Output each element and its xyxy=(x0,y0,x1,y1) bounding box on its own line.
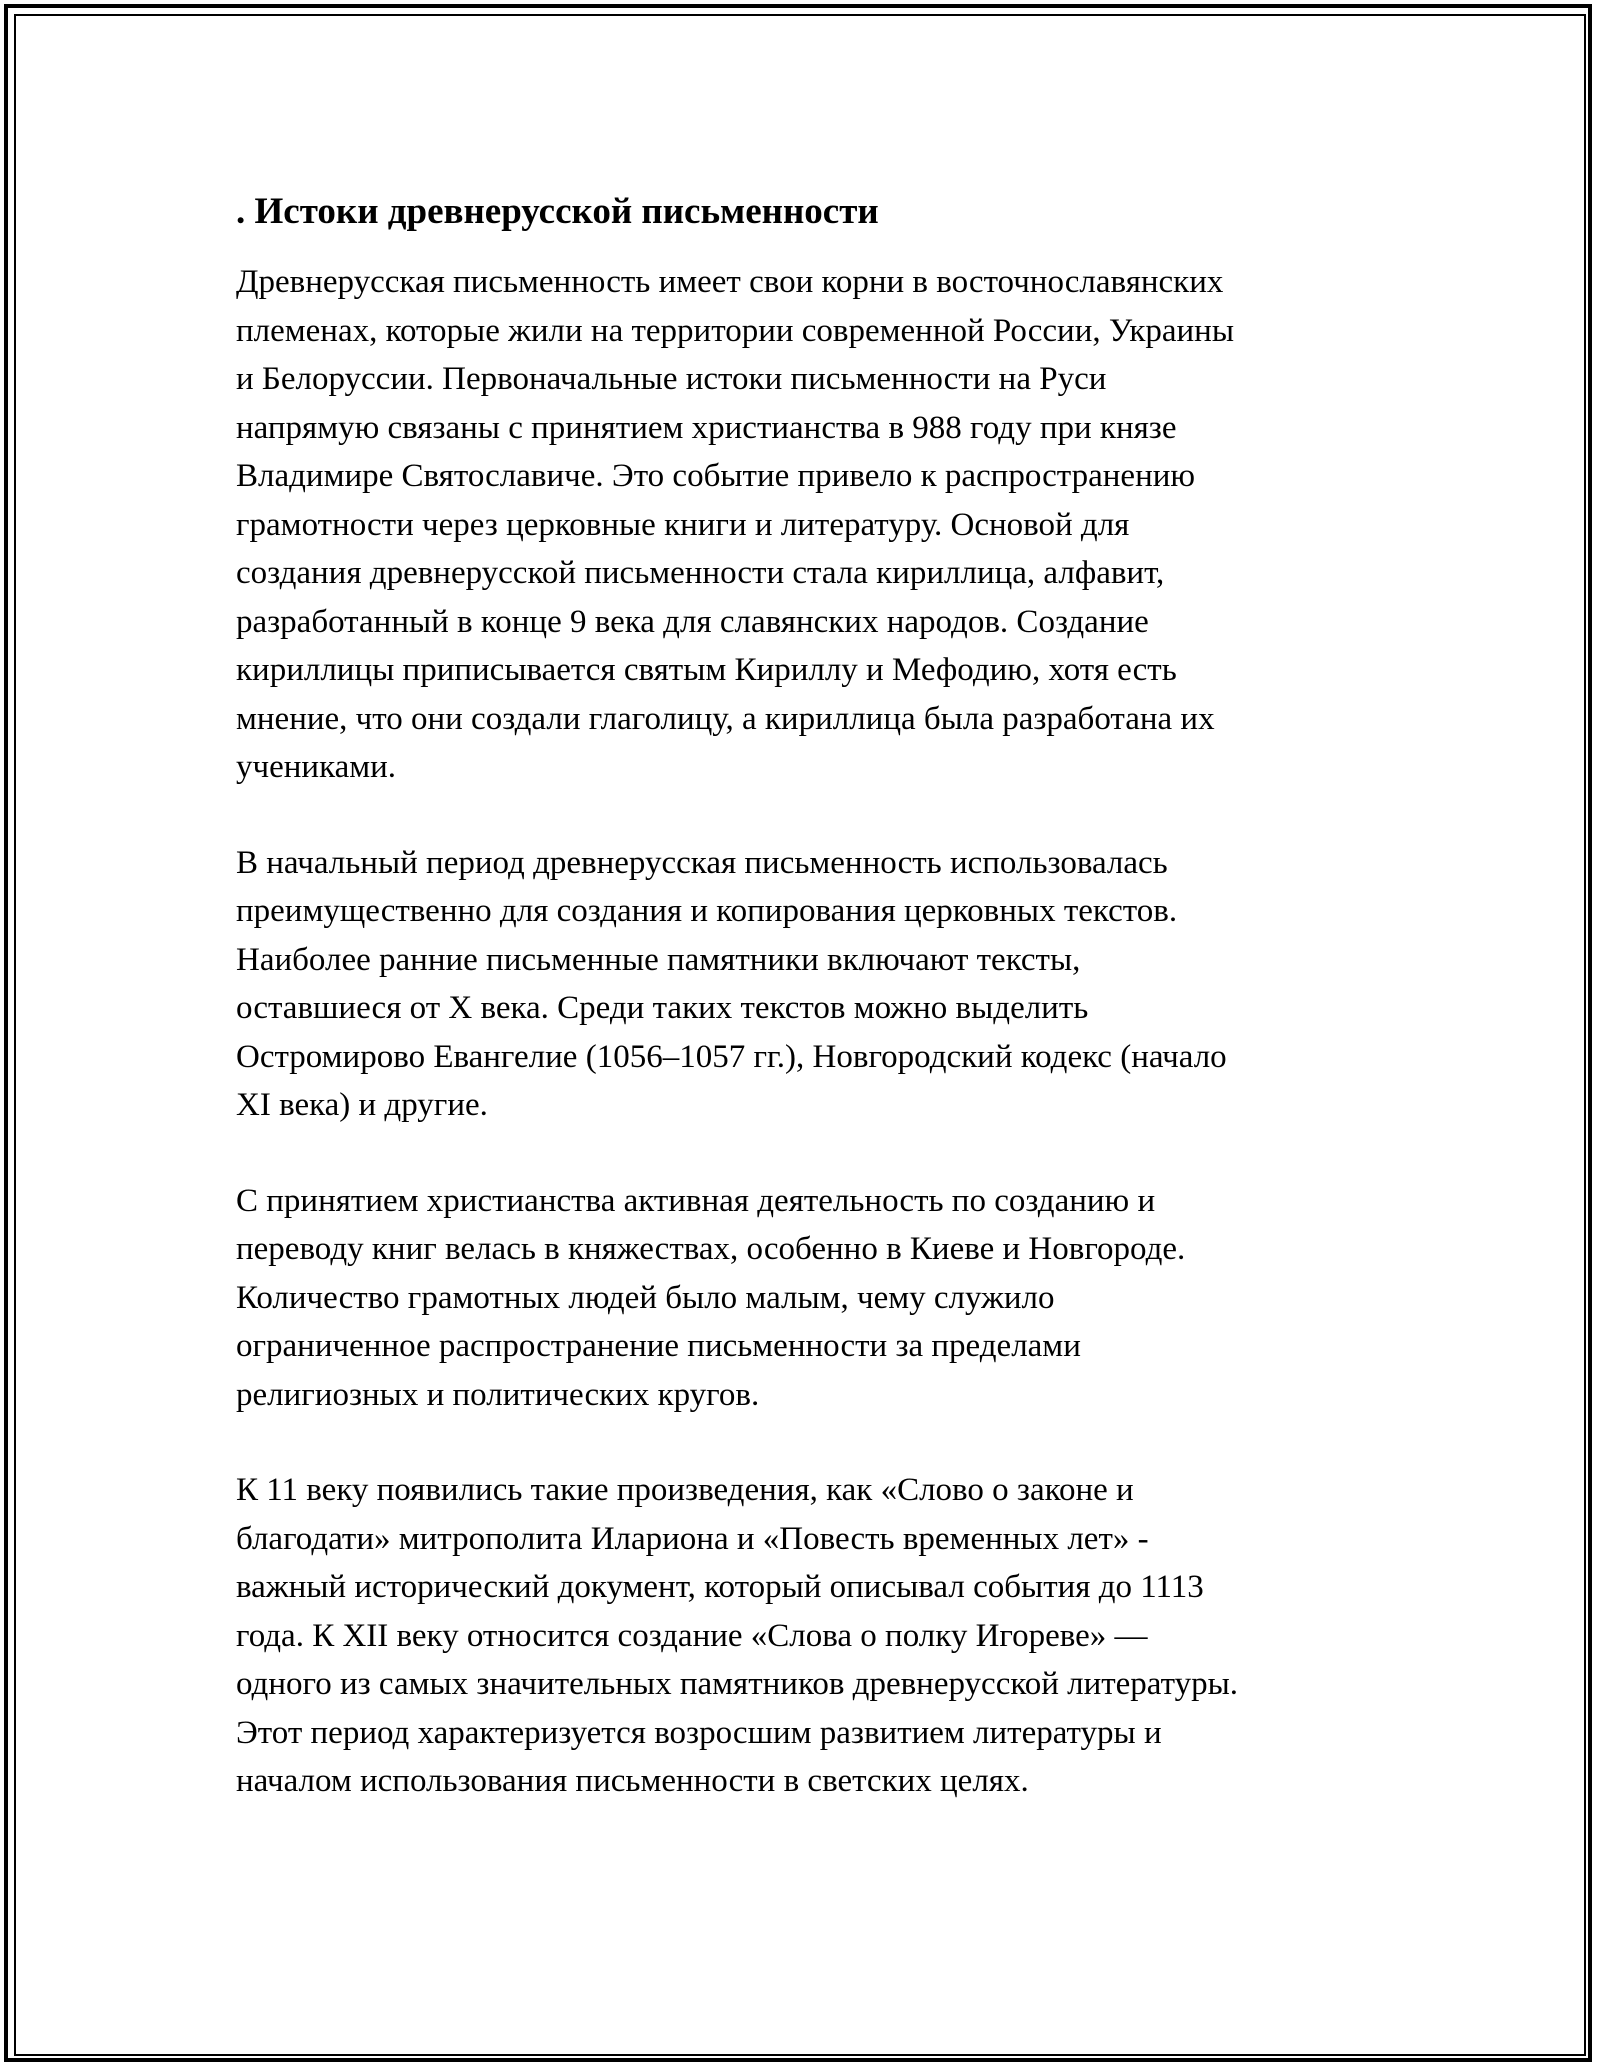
document-body xyxy=(236,186,1366,1853)
paragraph-line: создания древнерусской письменности стала кириллица, алфавит, xyxy=(236,555,1165,591)
paragraph-line: Количество грамотных людей было малым, чему служило xyxy=(236,1279,1055,1316)
paragraph-line: переводу книг велась в княжествах, особенно в Киеве и Новгороде. xyxy=(236,1231,1186,1267)
paragraph-line: учениками. xyxy=(236,749,397,785)
paragraph-line: преимущественно для создания и копирования церковных текстов. xyxy=(236,893,1178,929)
paragraph-line: и Белоруссии. Первоначальные истоки письменности на Руси xyxy=(236,361,1107,397)
paragraph-line: К 11 веку появились такие произведения, как «Слово о законе и xyxy=(236,1472,1134,1508)
paragraph-line: благодати» митрополита Илариона и «Повесть временных лет» - xyxy=(236,1520,1149,1557)
paragraph-line: грамотности через церковные книги и литературу. Основой для xyxy=(236,506,1130,543)
paragraph-line: Владимире Святославиче. Это событие привело к распространению xyxy=(236,458,1196,494)
paragraph-line: кириллицы приписывается святым Кириллу и Мефодию, хотя есть xyxy=(236,652,1177,688)
paragraph-line: религиозных и политических кругов. xyxy=(236,1376,760,1413)
paragraph-line: разработанный в конце 9 века для славянских народов. Создание xyxy=(236,603,1149,640)
paragraph-4 xyxy=(236,1466,1366,1806)
paragraph-line: напрямую связаны с принятием христианства в 988 году при князе xyxy=(236,409,1177,446)
paragraph-3 xyxy=(236,1177,1366,1420)
paragraph-2 xyxy=(236,839,1366,1130)
section-heading: . Истоки древнерусской письменности xyxy=(236,191,879,232)
paragraph-line: важный исторический документ, который описывал события до 1113 xyxy=(236,1569,1204,1605)
paragraph-line: ограниченное распространение письменности за пределами xyxy=(236,1328,1081,1364)
paragraph-line: племенах, которые жили на территории современной России, Украины xyxy=(236,312,1235,349)
paragraph-line: одного из самых значительных памятников древнерусской литературы. xyxy=(236,1666,1239,1702)
paragraph-line: началом использования письменности в светских целях. xyxy=(236,1763,1029,1799)
paragraph-line: Остромирово Евангелие (1056–1057 гг.), Новгородский кодекс (начало xyxy=(236,1038,1227,1075)
paragraph-line: оставшиеся от X века. Среди таких текстов можно выделить xyxy=(236,990,1089,1026)
paragraph-line: мнение, что они создали глаголицу, а кириллица была разработана их xyxy=(236,700,1215,737)
paragraph-line: года. К XII веку относится создание «Слова о полку Игореве» — xyxy=(236,1617,1148,1654)
paragraph-line: Этот период характеризуется возросшим развитием литературы и xyxy=(236,1714,1162,1751)
paragraph-line: XI века) и другие. xyxy=(236,1087,488,1123)
paragraph-line: Древнерусская письменность имеет свои корни в восточнославянских xyxy=(236,264,1224,300)
paragraph-line: С принятием христианства активная деятельность по созданию и xyxy=(236,1182,1156,1219)
paragraph-line: В начальный период древнерусская письменность использовалась xyxy=(236,844,1168,881)
paragraph-1 xyxy=(236,258,1366,792)
paragraph-line: Наиболее ранние письменные памятники включают тексты, xyxy=(236,941,1081,978)
